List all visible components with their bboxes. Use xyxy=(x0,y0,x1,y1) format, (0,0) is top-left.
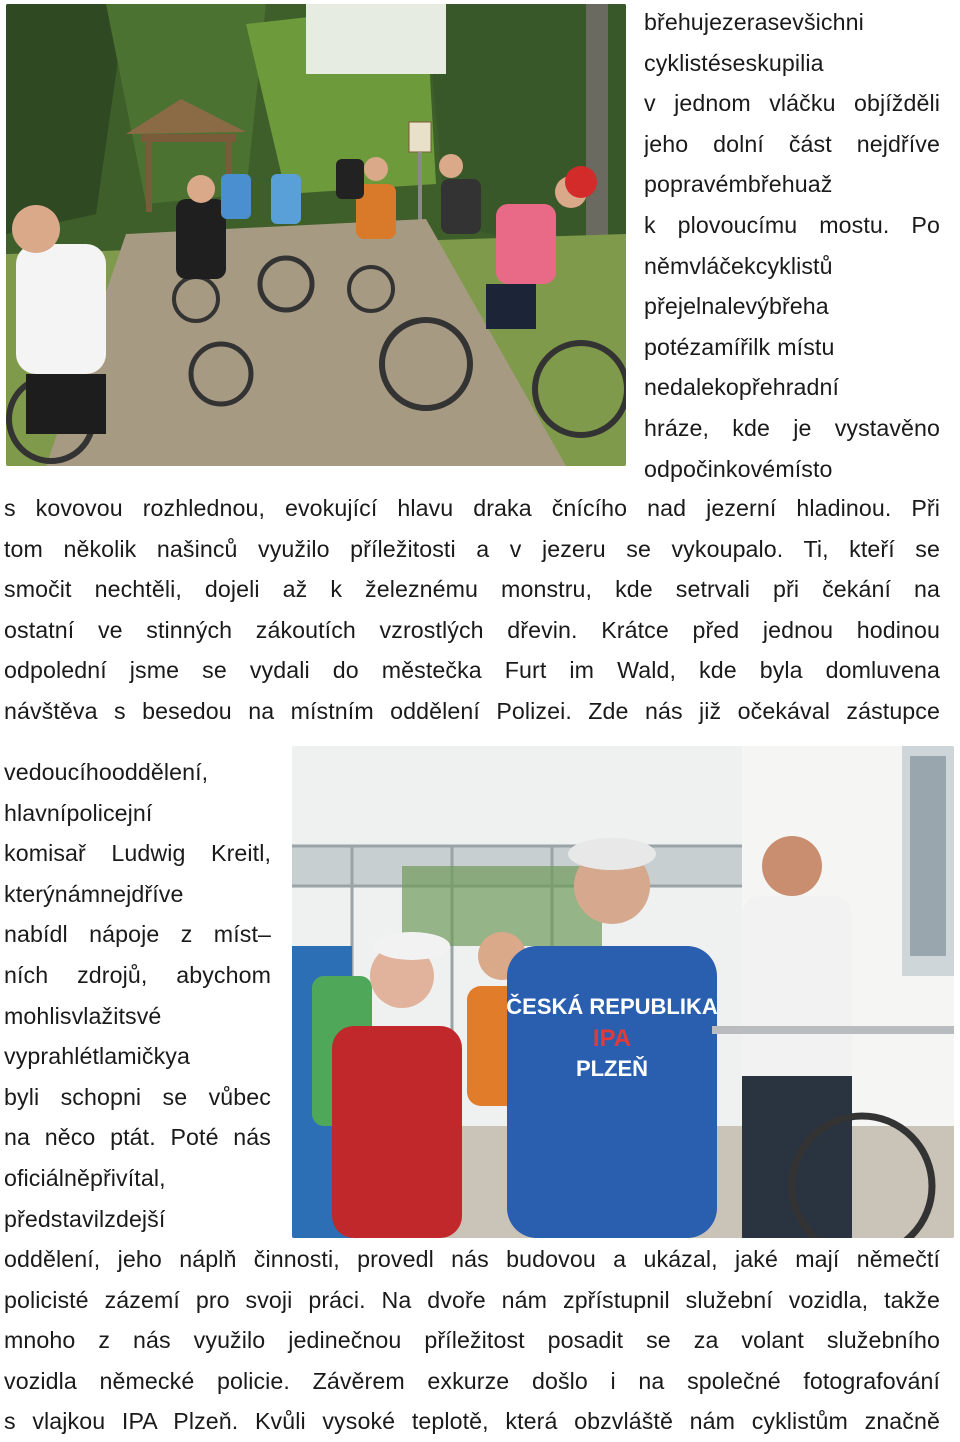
text-line: policisté zázemí pro svoji práci. Na dvoře nám zpřístupnil služební vozidla, takže xyxy=(4,1286,940,1313)
word: něm xyxy=(644,252,690,279)
word: se xyxy=(767,9,793,35)
text-line xyxy=(4,1158,271,1199)
cyclists-forest-photo xyxy=(6,4,626,466)
word: své xyxy=(125,1002,162,1029)
text-column-left xyxy=(4,752,271,1239)
word: nedaleko xyxy=(644,374,739,401)
word: a xyxy=(815,293,829,320)
text-line xyxy=(4,1036,271,1077)
word: cyklistů xyxy=(755,252,833,279)
word: jezera xyxy=(703,9,768,35)
text-line: vozidla německé policie. Závěrem exkurze došlo i na společné fotografování xyxy=(4,1367,940,1394)
text-line xyxy=(644,43,940,84)
word: policejní xyxy=(66,799,153,826)
text-line: mnoho z nás využilo jedinečnou příležitost posadit se za volant služebního xyxy=(4,1327,940,1354)
word: břehu xyxy=(644,9,704,35)
text-line xyxy=(644,286,940,327)
text-line: byli schopni se vůbec xyxy=(4,1083,271,1110)
word: cyklisté xyxy=(644,49,721,76)
text-line xyxy=(644,449,940,490)
word: tlamičky xyxy=(92,1043,177,1070)
jersey-text-country: ČESKÁ REPUBLIKA xyxy=(506,994,718,1019)
word: vyprahlé xyxy=(4,1043,93,1070)
word: zdejší xyxy=(104,1205,166,1232)
word: břehu xyxy=(747,171,808,198)
text-line: tom několik našinců využilo příležitosti a v jezeru se vykoupalo. Ti, kteří se xyxy=(4,535,940,562)
word: a xyxy=(177,1043,190,1070)
word: který xyxy=(4,880,55,907)
text-line xyxy=(4,1199,271,1240)
word: pravém xyxy=(670,171,748,198)
text-line: s vlajkou IPA Plzeň. Kvůli vysoké teplotě, která obzvláště nám cyklistům značně xyxy=(4,1408,940,1435)
text-line: jeho dolní část nejdříve xyxy=(644,130,940,157)
word: poté xyxy=(644,333,690,360)
text-line: hráze, kde je vystavěno xyxy=(644,414,940,441)
text-line xyxy=(644,367,940,408)
word: přejel xyxy=(644,293,702,320)
text-line: na něco ptát. Poté nás xyxy=(4,1124,271,1151)
text-line: ostatní ve stinných zákoutích vzrostlých dřevin. Krátce před jednou hodinou xyxy=(4,616,940,643)
word: seskupili xyxy=(720,49,811,76)
word: levý xyxy=(727,293,769,320)
police-visit-photo xyxy=(292,746,954,1238)
word: hlavní xyxy=(4,799,67,826)
word: až xyxy=(807,171,833,198)
text-paragraph-bottom xyxy=(4,1239,940,1442)
word: vedoucího xyxy=(4,759,112,785)
word: místo xyxy=(775,455,833,482)
word: po xyxy=(644,171,670,198)
word: vláček xyxy=(689,252,756,279)
jersey-text-ipa: IPA xyxy=(592,1025,632,1052)
word: a xyxy=(810,49,824,76)
word: oddělení, xyxy=(111,759,209,785)
text-line xyxy=(644,246,940,287)
word: oficiálně xyxy=(4,1164,90,1191)
text-line: v jednom vláčku objížděli xyxy=(644,90,940,117)
word: přehradní xyxy=(738,374,840,401)
text-line xyxy=(4,752,271,793)
word: všichni xyxy=(792,9,864,35)
text-line: ních zdrojů, abychom xyxy=(4,961,271,988)
police-visit-illustration xyxy=(292,746,954,1238)
word: nejdříve xyxy=(100,880,184,907)
text-line xyxy=(644,2,940,43)
word: k místu xyxy=(758,333,835,360)
word: představil xyxy=(4,1205,105,1232)
word: břeh xyxy=(768,293,816,320)
text-line: komisař Ludwig Kreitl, xyxy=(4,840,271,867)
text-line: nabídl nápoje z míst– xyxy=(4,921,271,948)
text-line: smočit nechtěli, dojeli až k železnému monstru, kde setrvali při čekání na xyxy=(4,576,940,603)
word: na xyxy=(701,293,728,320)
text-line: k plovoucímu mostu. Po xyxy=(644,211,940,238)
text-line xyxy=(644,164,940,205)
text-line: oddělení, jeho náplň činnosti, provedl nás budovou a ukázal, jaké mají němečtí xyxy=(4,1246,940,1272)
word: nám xyxy=(54,880,101,907)
text-line xyxy=(644,327,940,368)
text-paragraph-middle xyxy=(4,488,940,732)
text-column-right xyxy=(644,2,940,489)
text-line xyxy=(4,874,271,915)
word: zamířil xyxy=(689,333,759,360)
word: svlažit xyxy=(59,1002,126,1029)
text-line: návštěva s besedou na místním oddělení Polizei. Zde nás již očekával zástupce xyxy=(4,697,940,724)
word: odpočinkové xyxy=(644,455,776,482)
text-line: s kovovou rozhlednou, evokující hlavu draka čnícího nad jezerní hladinou. Při xyxy=(4,495,940,521)
text-line xyxy=(4,793,271,834)
word: přivítal, xyxy=(89,1164,166,1191)
text-line: odpolední jsme se vydali do městečka Furt im Wald, kde byla domluvena xyxy=(4,657,940,684)
text-line xyxy=(4,996,271,1037)
word: mohli xyxy=(4,1002,60,1029)
cyclists-forest-illustration xyxy=(6,4,626,466)
jersey-text-city: PLZEŇ xyxy=(575,1056,649,1081)
